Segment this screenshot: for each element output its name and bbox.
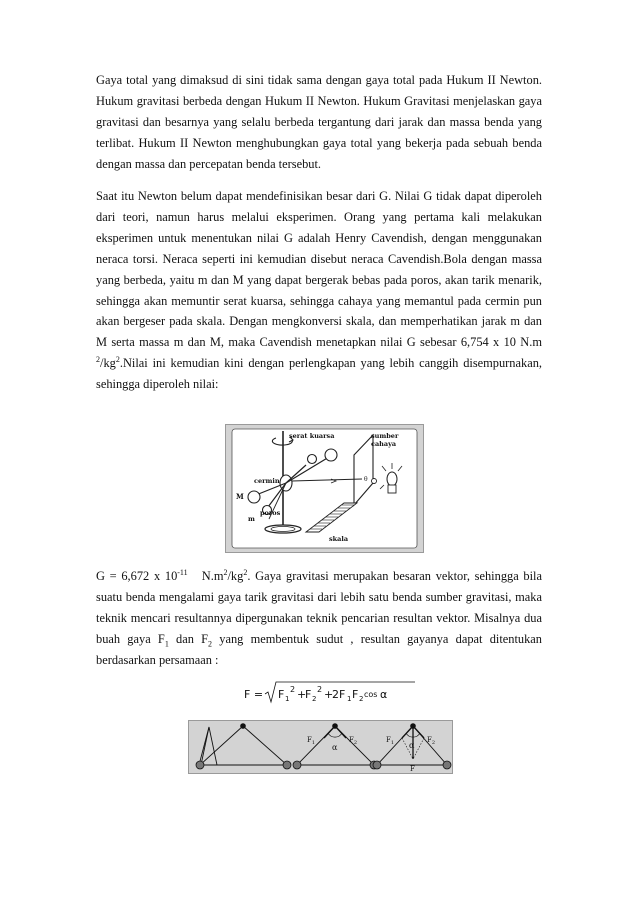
subscript: 2 xyxy=(208,639,213,649)
unit-text: /kg xyxy=(227,569,244,583)
formula-sub: 2 xyxy=(312,695,317,703)
arrow-f1-icon xyxy=(324,726,335,738)
label-skala: skala xyxy=(329,535,349,543)
formula-alpha: α xyxy=(380,688,388,701)
label-resultant: F xyxy=(410,765,415,773)
ball-M-lower-icon xyxy=(248,491,260,503)
resultant-formula xyxy=(237,680,417,706)
mass-ball-icon xyxy=(283,761,291,769)
vector-figure xyxy=(188,720,453,774)
arrow-f2-icon xyxy=(413,726,424,738)
formula-term: F xyxy=(278,688,285,701)
unit-text: /kg xyxy=(100,356,116,371)
cavendish-text: Saat itu Newton belum dapat mendefinisikan besar dari G. Nilai G tidak dapat diperoleh dari teori, namun harus melalui eksperimen. Orang yang pertama kali melakukan eksperimen untuk menentukan nilai G adalah Henry Cavendish, dengan menggunakan neraca torsi. Neraca seperti ini kemudian disebut neraca Cavendish.Bola dengan massa yang berbeda, yaitu m dan M yang dapat bergerak bebas pada poros, akan tarik menarik, sehingga akan memuntir serat kuarsa, sehingga cahaya yang memantul pada cermin pun akan bergeser pada skala. Dengan mengkonversi skala, dan memperhatikan jarak m dan M serta massa m dan M, maka Cavendish menetapkan nilai G sebesar 6,754 x 10 N.m xyxy=(96,189,542,350)
arrow-f2-icon xyxy=(335,726,346,738)
label-cahaya: cahaya xyxy=(371,440,397,448)
formula-sub: 1 xyxy=(347,695,352,703)
lamp-icon xyxy=(387,472,397,486)
label-theta: θ xyxy=(364,476,368,483)
gaya-text-end: yang membentuk sudut , resultan gayanya dapat ditentukan berdasarkan persamaan : xyxy=(96,631,542,667)
triangle-1 xyxy=(196,723,291,769)
formula-plus: + xyxy=(297,688,307,701)
formula-sup: 2 xyxy=(290,685,296,694)
formula-term: 2F xyxy=(332,688,346,701)
paragraph-gaya-gravitasi xyxy=(96,566,542,671)
label-alpha: α xyxy=(332,743,338,752)
ball-m-upper-icon xyxy=(308,455,317,464)
triangle-2 xyxy=(293,723,378,769)
formula-term: F xyxy=(352,688,359,701)
mass-ball-icon xyxy=(196,761,204,769)
label-m: m xyxy=(248,515,255,523)
arrow-f1-icon xyxy=(402,726,413,738)
label-f1: $F_1$ xyxy=(307,736,316,746)
label-alpha: α xyxy=(409,741,415,750)
superscript: -11 xyxy=(177,567,188,577)
paragraph-cavendish xyxy=(96,186,542,395)
label-f2: $F_2$ xyxy=(427,736,436,746)
superscript: 2 xyxy=(96,355,100,365)
label-serat-kuarsa: serat kuarsa xyxy=(289,432,335,440)
label-M: M xyxy=(236,492,244,501)
triangle-3 xyxy=(373,723,451,773)
g-value-text: G = 6,672 x 10 xyxy=(96,569,178,583)
gaya-text: dan F xyxy=(168,631,209,646)
gaya-text: . Gaya gravitasi merupakan besaran vektor, sehingga bila suatu benda mengalami gaya tarik gravitasi dari lebih satu benda sumber gravitasi, maka teknik mencari resultannya dipergunakan teknik pencarian resultan vektor. Misalnya dua buah gaya F xyxy=(96,569,542,646)
formula-term: F xyxy=(305,688,312,701)
superscript: 2 xyxy=(223,567,228,577)
cavendish-text-end: .Nilai ini kemudian kini dengan perlengkapan yang lebih canggih disempurnakan, sehingga diperoleh nilai: xyxy=(96,356,542,392)
formula-plus: + xyxy=(324,688,334,701)
source-dot-icon xyxy=(372,479,377,484)
formula-cos: cos xyxy=(364,690,378,699)
mass-ball-icon xyxy=(443,761,451,769)
paragraph-hukum-gravitasi: Gaya total yang dimaksud di sini tidak sama dengan gaya total pada Hukum II Newton. Hukum gravitasi berbeda dengan Hukum II Newton. Hukum Gravitasi menjelaskan gaya gravitasi dan besarnya yang selalu berbeda tergantung dari jarak dan massa benda yang terlibat. Hukum II Newton menghubungkan gaya total yang bekerja pada sebuah benda dengan massa dan percepatan benda tersebut. xyxy=(96,73,542,171)
mass-dot-icon xyxy=(240,723,246,729)
formula-sub: 2 xyxy=(359,695,364,703)
mass-ball-icon xyxy=(373,761,381,769)
formula-sup: 2 xyxy=(317,685,323,694)
cavendish-figure xyxy=(225,424,424,553)
label-sumber: sumber xyxy=(371,432,399,440)
superscript: 2 xyxy=(115,355,120,365)
formula-sub: 1 xyxy=(285,695,290,703)
label-f1: $F_1$ xyxy=(386,736,395,746)
unit-text: N.m xyxy=(187,569,224,583)
mass-ball-icon xyxy=(293,761,301,769)
formula-lhs: F = xyxy=(244,688,264,701)
superscript: 2 xyxy=(243,567,248,577)
label-cermin: cermin xyxy=(254,477,280,485)
cavendish-diagram xyxy=(226,425,423,552)
label-poros: poros xyxy=(260,509,281,517)
ball-M-upper-icon xyxy=(325,449,337,461)
label-f2: $F_2$ xyxy=(349,736,358,746)
subscript: 1 xyxy=(164,639,169,649)
vector-diagram xyxy=(189,721,452,773)
